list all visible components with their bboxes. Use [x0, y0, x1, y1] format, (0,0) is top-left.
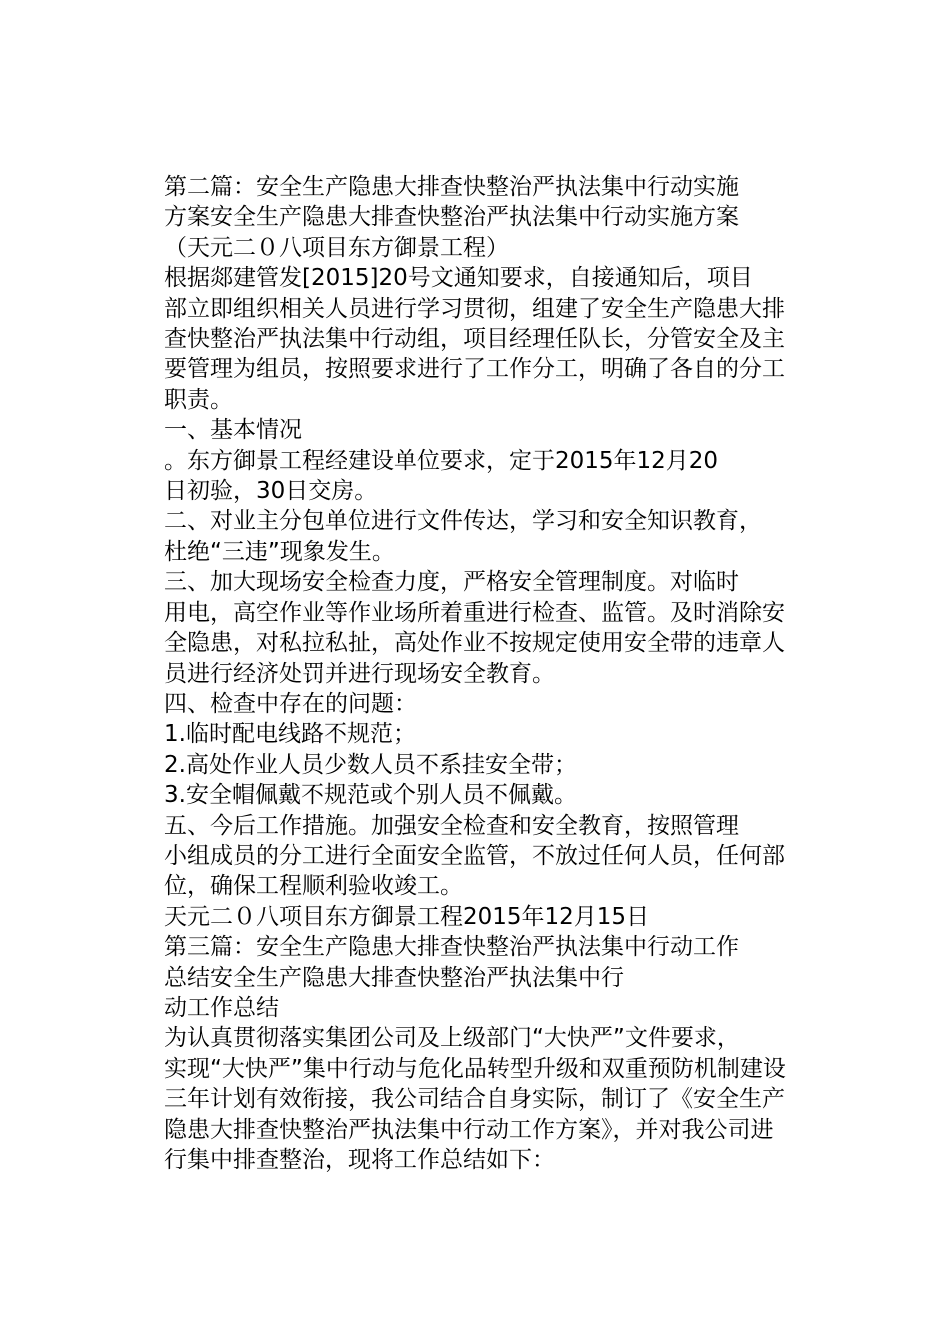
text-line: 三、加大现场安全检查力度，严格安全管理制度。对临时 [164, 569, 739, 596]
paragraph-part3-subtitle [133, 993, 825, 1023]
paragraph-part3-body [133, 1023, 825, 1175]
list-item-problem-2 [133, 750, 825, 780]
section-heading-problems [133, 689, 825, 719]
text-line: 第三篇：安全生产隐患大排查快整治严执法集中行动工作 [164, 934, 739, 961]
text-line: 要管理为组员，按照要求进行了工作分工，明确了各自的分工 [164, 356, 785, 383]
text-line: 总结安全生产隐患大排查快整治严执法集中行 [164, 964, 624, 991]
paragraph-part2-title [133, 172, 825, 233]
paragraph-section-two [133, 506, 825, 567]
text-line: 查快整治严执法集中行动组，项目经理任队长，分管安全及主 [164, 326, 785, 353]
text-line: 一、基本情况 [164, 417, 302, 444]
paragraph-basic-info [133, 446, 825, 507]
list-item-problem-3 [133, 780, 825, 810]
text-line: 为认真贯彻落实集团公司及上级部门“大快严”文件要求， [164, 1025, 740, 1052]
paragraph-section-five [133, 811, 825, 902]
text-line: 日初验，30日交房。 [164, 478, 378, 505]
text-line: 杜绝“三违”现象发生。 [164, 538, 395, 565]
text-line: 小组成员的分工进行全面安全监管，不放过任何人员，任何部 [164, 842, 785, 869]
text-line: 2.高处作业人员少数人员不系挂安全带； [164, 751, 577, 778]
text-line: 二、对业主分包单位进行文件传达，学习和安全知识教育， [164, 508, 762, 535]
text-line: 天元二０八项目东方御景工程2015年12月15日 [164, 903, 650, 930]
paragraph-signature-date [133, 902, 825, 932]
text-line: 1.临时配电线路不规范； [164, 721, 416, 748]
text-line: 全隐患，对私拉私扯，高处作业不按规定使用安全带的违章人 [164, 630, 785, 657]
text-line: 位，确保工程顺利验收竣工。 [164, 873, 463, 900]
text-line: 五、今后工作措施。加强安全检查和安全教育，按照管理 [164, 812, 739, 839]
text-line: 四、检查中存在的问题： [164, 690, 417, 717]
text-line: 三年计划有效衔接，我公司结合自身实际，制订了《安全生产 [164, 1086, 785, 1113]
text-line: 部立即组织相关人员进行学习贯彻，组建了安全生产隐患大排 [164, 295, 785, 322]
text-line: （天元二０八项目东方御景工程） [164, 234, 509, 261]
paragraph-project-name [133, 233, 825, 263]
section-heading-basic [133, 415, 825, 445]
document-page [133, 172, 825, 1175]
text-line: 职责。 [164, 386, 233, 413]
text-line: 。东方御景工程经建设单位要求，定于2015年12月20 [164, 447, 719, 474]
text-line: 用电，高空作业等作业场所着重进行检查、监管。及时消除安 [164, 599, 785, 626]
text-line: 第二篇：安全生产隐患大排查快整治严执法集中行动实施 [164, 174, 739, 200]
paragraph-section-three [133, 567, 825, 689]
text-line: 动工作总结 [164, 994, 279, 1021]
text-line: 实现“大快严”集中行动与危化品转型升级和双重预防机制建设 [164, 1055, 786, 1082]
text-line: 根据郯建管发[2015]20号文通知要求，自接通知后，项目 [164, 265, 753, 292]
list-item-problem-1 [133, 719, 825, 749]
paragraph-part3-title [133, 932, 825, 993]
text-line: 方案安全生产隐患大排查快整治严执法集中行动实施方案 [164, 204, 739, 231]
text-line: 隐患大排查快整治严执法集中行动工作方案》，并对我公司进 [164, 1116, 774, 1143]
text-line: 行集中排查整治，现将工作总结如下： [164, 1147, 555, 1173]
text-line: 3.安全帽佩戴不规范或个别人员不佩戴。 [164, 782, 577, 809]
paragraph-intro [133, 263, 825, 415]
text-line: 员进行经济处罚并进行现场安全教育。 [164, 660, 555, 687]
